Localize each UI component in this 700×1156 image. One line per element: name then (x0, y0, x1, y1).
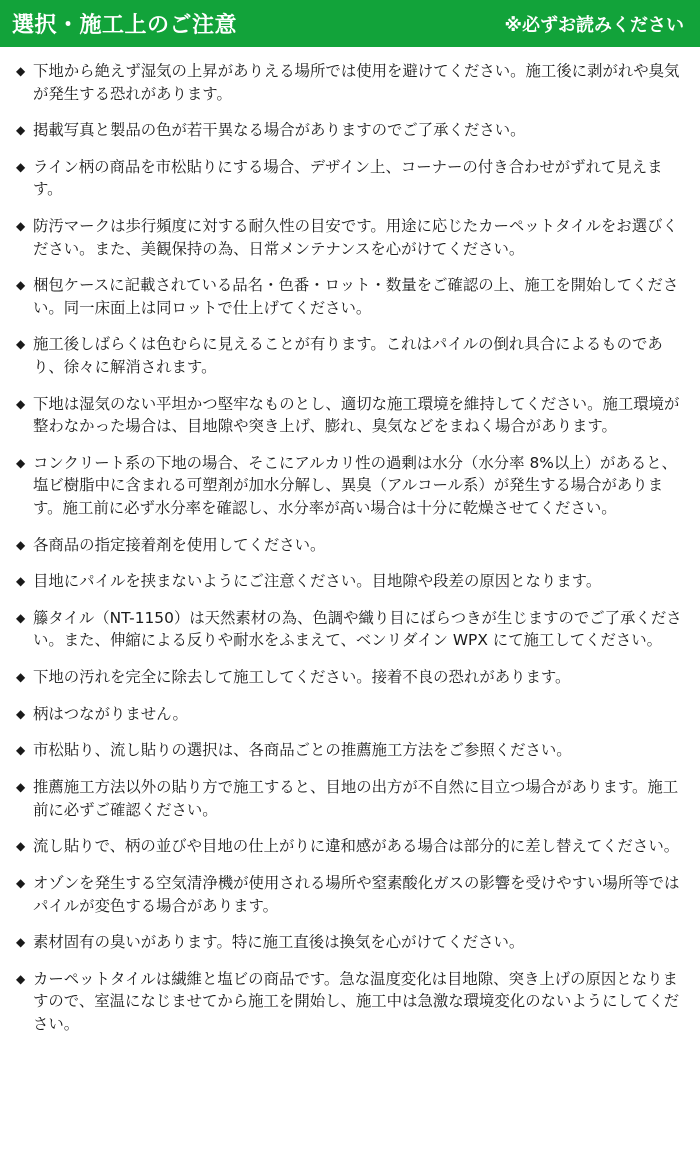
diamond-bullet-icon: ◆ (16, 876, 26, 890)
caution-text: 推薦施工方法以外の貼り方で施工すると、目地の出方が不自然に目立つ場合があります。施工前に必ずご確認ください。 (33, 778, 679, 819)
diamond-bullet-icon: ◆ (16, 610, 26, 625)
caution-text: 施工後しばらくは色むらに見えることが有ります。これはパイルの倒れ具合によるものであり、徐々に解消されます。 (33, 335, 663, 376)
diamond-bullet-icon: ◆ (16, 935, 26, 950)
caution-text: 目地にパイルを挟まないようにご注意ください。目地隙や段差の原因となります。 (33, 572, 602, 591)
caution-item (16, 156, 682, 201)
caution-text: 各商品の指定接着剤を使用してください。 (33, 535, 326, 554)
caution-item (16, 968, 682, 1036)
diamond-bullet-icon: ◆ (16, 396, 26, 411)
diamond-bullet-icon: ◆ (16, 455, 26, 470)
diamond-bullet-icon: ◆ (16, 780, 26, 795)
caution-item (16, 776, 682, 821)
diamond-bullet-icon: ◆ (16, 537, 26, 552)
caution-item (16, 393, 682, 438)
diamond-bullet-icon: ◆ (16, 219, 26, 234)
caution-text: 下地の汚れを完全に除去して施工してください。接着不良の恐れがあります。 (33, 668, 571, 687)
caution-text: 梱包ケースに記載されている品名・色番・ロット・数量をご確認の上、施工を開始してください。同一床面上は同ロットで仕上げてください。 (33, 276, 679, 317)
caution-text: 流し貼りで、柄の並びや目地の仕上がりに違和感がある場合は部分的に差し替えてください。 (33, 837, 680, 856)
caution-item (16, 703, 682, 726)
caution-item (16, 931, 682, 954)
caution-text: オゾンを発生する空気清浄機が使用される場所や窒素酸化ガスの影響を受けやすい場所等ではパイルが変色する場合があります。 (33, 874, 680, 915)
caution-item (16, 215, 682, 260)
header-note: ※必ずお読みください (504, 14, 684, 36)
caution-text: 下地は湿気のない平坦かつ堅牢なものとし、適切な施工環境を維持してください。施工環境が整わなかった場合は、目地隙や突き上げ、膨れ、臭気などをまねく場合があります。 (33, 394, 680, 436)
diamond-bullet-icon: ◆ (16, 574, 26, 589)
diamond-bullet-icon: ◆ (16, 337, 26, 352)
caution-text: 掲載写真と製品の色が若干異なる場合がありますのでご了承ください。 (33, 121, 526, 140)
diamond-bullet-icon: ◆ (16, 64, 26, 78)
caution-item (16, 835, 682, 858)
caution-text: 下地から絶えず湿気の上昇がありえる場所では使用を避けてください。施工後に剥がれや臭気が発生する恐れがあります。 (33, 62, 680, 103)
caution-text: カーペットタイルは繊維と塩ビの商品です。急な温度変化は目地隙、突き上げの原因となりますので、室温になじませてから施工を開始し、施工中は急激な環境変化のないようにしてください。 (33, 969, 680, 1033)
diamond-bullet-icon: ◆ (16, 706, 26, 721)
diamond-bullet-icon: ◆ (16, 839, 26, 854)
diamond-bullet-icon: ◆ (16, 971, 26, 986)
caution-item (16, 60, 682, 105)
caution-item (16, 333, 682, 378)
caution-list (16, 60, 682, 1050)
diamond-bullet-icon: ◆ (16, 670, 26, 685)
caution-text: 防汚マークは歩行頻度に対する耐久性の目安です。用途に応じたカーペットタイルをお選びください。また、美観保持の為、日常メンテナンスを心がけてください。 (33, 217, 678, 258)
caution-item (16, 666, 682, 689)
caution-item (16, 452, 682, 520)
caution-item (16, 119, 682, 142)
caution-item (16, 739, 682, 762)
caution-item (16, 534, 682, 557)
caution-item (16, 274, 682, 319)
diamond-bullet-icon: ◆ (16, 743, 26, 758)
diamond-bullet-icon: ◆ (16, 159, 26, 174)
header-title: 選択・施工上のご注意 (12, 13, 238, 38)
notice-header (0, 0, 700, 47)
caution-text: ライン柄の商品を市松貼りにする場合、デザイン上、コーナーの付き合わせがずれて見えます。 (33, 157, 663, 199)
caution-item (16, 607, 682, 652)
diamond-bullet-icon: ◆ (16, 278, 26, 293)
caution-text: 市松貼り、流し貼りの選択は、各商品ごとの推薦施工方法をご参照ください。 (33, 741, 572, 760)
caution-text: コンクリート系の下地の場合、そこにアルカリ性の過剰は水分（水分率 8%以上）があると、塩ビ樹脂中に含まれる可塑剤が加水分解し、異臭（アルコール系）が発生する場合があります。施工前に必ず水分率を確認し、水分率が高い場合は十分に乾燥させてください。 (33, 453, 678, 517)
caution-item (16, 570, 682, 593)
caution-item (16, 872, 682, 917)
caution-text: 素材固有の臭いがあります。特に施工直後は換気を心がけてください。 (33, 933, 525, 952)
caution-text: 柄はつながりません。 (33, 704, 188, 723)
diamond-bullet-icon: ◆ (16, 123, 26, 138)
caution-text: 籐タイル（NT-1150）は天然素材の為、色調や織り目にばらつきが生じますのでご了承ください。また、伸縮による反りや耐水をふまえて、ベンリダイン WPX にて施工してください。 (33, 608, 682, 650)
